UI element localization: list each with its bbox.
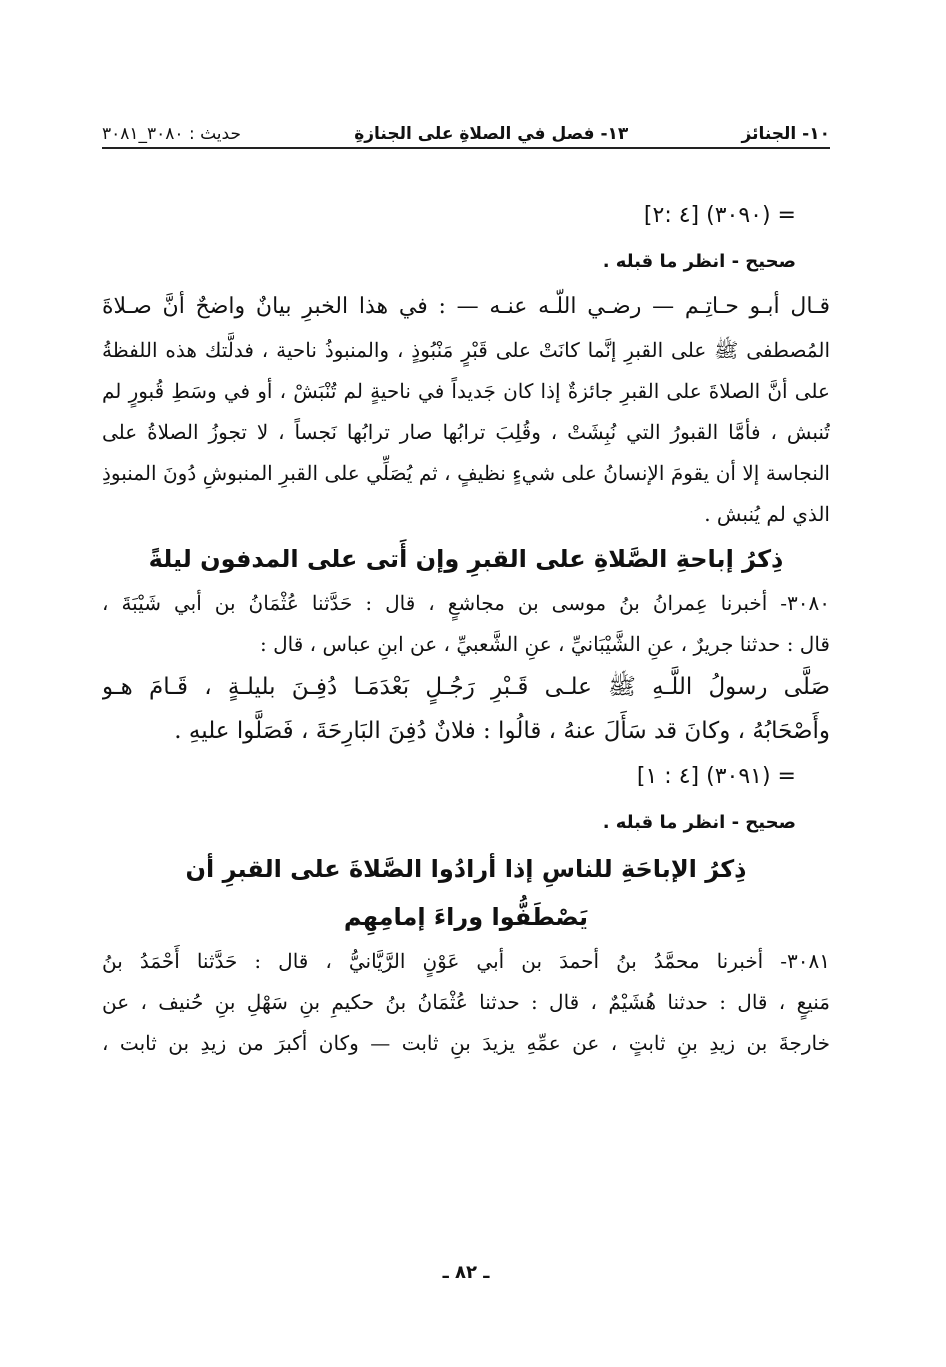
page-content: [102, 192, 830, 1064]
book-page: [102, 0, 830, 1367]
running-header: [102, 112, 830, 144]
isnad-line: ٣٠٨١- أخبرنا محمَّدُ بنُ أحمدَ بن أبي عَوْنٍ الرَّيَّانيُّ ، قال : حَدَّثنا أَحْمَدُ بنُ: [102, 949, 830, 973]
chapter-title: ١٠- الجنائز: [741, 124, 830, 144]
page-number: ـ ٨٢ ـ: [442, 1262, 490, 1283]
hadith-3080: [102, 583, 830, 845]
commentary-paragraph: [102, 284, 830, 535]
matn-line: وأَصْحَابُهُ ، وكانَ قد سَأَلَ عنهُ ، قالُوا : فلانٌ دُفِنَ البَارِحَةَ ، فَصَلَّوا عليهِ .: [174, 718, 830, 744]
commentary-line: الذي لم يُنبش .: [704, 502, 830, 526]
isnad-line: مَنيعٍ ، قال : حدثنا هُشَيْمٌ ، قال : حدثنا عُثْمَانُ بنُ حكيمِ بنِ سَهْلِ بنِ حُنيف ، عن: [102, 990, 830, 1014]
commentary-line: النجاسة إلا أن يقومَ الإنسانُ على شيءٍ نظيفٍ ، ثم يُصَلِّي على القبرِ المنبوشِ دُونَ المنبوذِ: [102, 461, 830, 485]
isnad-line: ٣٠٨٠- أخبرنا عِمرانُ بنُ موسى بن مجاشعٍ ، قال : حَدَّثنا عُثْمَانُ بن أبي شَيْبَةَ ،: [102, 591, 830, 615]
hadith-grade: صحيح - انظر ما قبله .: [602, 251, 796, 272]
commentary-line: المُصطفى ﷺ على القبرِ إنَّما كانَتْ على قَبْرٍ مَنْبُوذٍ ، والمنبوذُ ناحية ، فدلَّتك هذه اللفظةُ: [102, 338, 830, 362]
hadith-grade: صحيح - انظر ما قبله .: [602, 812, 796, 833]
isnad-line: خارجةَ بن زيدِ بنِ ثابتٍ ، عن عمِّهِ يزيدَ بنِ ثابت — وكان أكبرَ من زيدِ بن ثابت ،: [102, 1031, 830, 1055]
hadith-3081: [102, 941, 830, 1064]
commentary-line: قـال أبـو حـاتِـم — رضـي اللّـه عنـه — : في هذا الخبرِ بيانٌ واضحٌ أنَّ صـلاةَ: [102, 294, 830, 319]
section-heading: ذِكرُ الإباحَةِ للناسِ إذا أرادُوا الصَّلاةَ على القبرِ أن: [185, 855, 747, 883]
isnad-line: قال : حدثنا جريرٌ ، عنِ الشَّيْبَانيِّ ، عنِ الشَّعبيِّ ، عن ابنِ عباس ، قال :: [260, 632, 830, 656]
matn-line: صَلَّى رسولُ اللَّـهِ ﷺ علـى قَـبْرِ رَجُـلٍ بَعْدَمَـا دُفِـنَ بليلـةٍ ، قَـامَ هـو: [102, 674, 830, 700]
cross-reference: = (٣٠٩٠) [٤ :٢]: [643, 203, 796, 228]
section-title: ١٣- فصل في الصلاةِ على الجنازةِ: [354, 124, 629, 144]
commentary-line: تُنبش ، فأمَّا القبورُ التي نُبِشَتْ ، وقُلِبَ ترابُها صار ترابُها نَجساً ، لا تجوزُ الصلاةُ على: [102, 420, 830, 444]
section-heading: ذِكرُ إباحةِ الصَّلاةِ على القبرِ وإن أَتى على المدفون ليلةً: [148, 545, 784, 573]
section-heading-continued: يَصْطَفُّوا وراءَ إمامِهِم: [343, 903, 589, 931]
header-divider: [102, 147, 830, 149]
cross-reference: = (٣٠٩١) [٤ : ١]: [636, 764, 796, 789]
hadith-range: حديث : ٣٠٨٠_٣٠٨١: [102, 124, 241, 144]
commentary-line: على أنَّ الصلاةَ على القبرِ جائزةٌ إذا كان جَديداً في ناحيةٍ لم تُنْبَشْ ، أو في وسَطِ قُبورٍ لم: [102, 379, 830, 403]
